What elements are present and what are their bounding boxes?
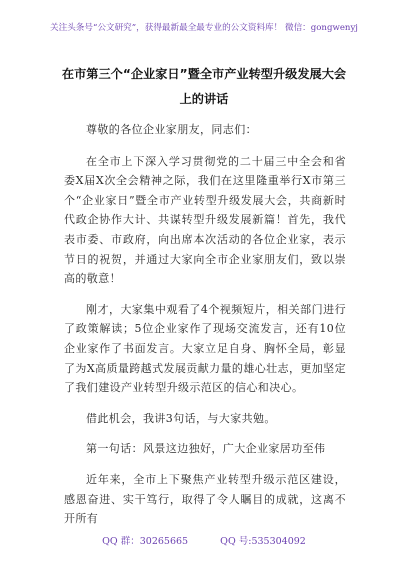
document-body — [64, 120, 346, 540]
header-banner: 关注头条号“公文研究”，获得最新最全最专业的公文资料库！ 微信：gongwenyj — [50, 23, 358, 33]
qq-number-label: QQ 号:535304092 — [220, 536, 306, 547]
document-title: 在市第三个“企业家日”暨全市产业转型升级发展大会上的讲话 — [61, 67, 347, 106]
salutation-paragraph: 尊敬的各位企业家朋友，同志们： — [86, 123, 257, 136]
body-paragraph: 近年来，全市上下聚焦产业转型升级示范区建设，感恩奋进、实干笃行，取得了令人瞩目的成就，这离不开所有 — [64, 472, 346, 526]
body-paragraph: 在全市上下深入学习贯彻党的二十届三中全会和省委X届X次全会精神之际，我们在这里隆重举行X市第三个“企业家日”暨全市产业转型升级发展大会，共商新时代政企协作大计、共谋转型升级发展新篇！首先，我代表市委、市政府，向出席本次活动的各位企业家，表示节日的祝贺，并通过大家向全市企业家朋友们，致以崇高的敬意！ — [64, 154, 346, 286]
body-paragraph: 借此机会，我讲3句话，与大家共勉。 — [86, 411, 276, 425]
footer-contact — [0, 536, 408, 548]
qq-group-label: QQ 群：30265665 — [102, 536, 189, 547]
section-heading: 第一句话：风景这边独好，广大企业家居功至伟 — [86, 442, 326, 456]
body-paragraph: 刚才，大家集中观看了4个视频短片，相关部门进行了政策解读；5位企业家作了现场交流发言，还有10位企业家作了书面发言。大家立足自身、胸怀全局，彰显了为X高质量跨越式发展贡献力量的雄心壮志，更加坚定了我们建设产业转型升级示范区的信心和决心。 — [64, 302, 346, 395]
